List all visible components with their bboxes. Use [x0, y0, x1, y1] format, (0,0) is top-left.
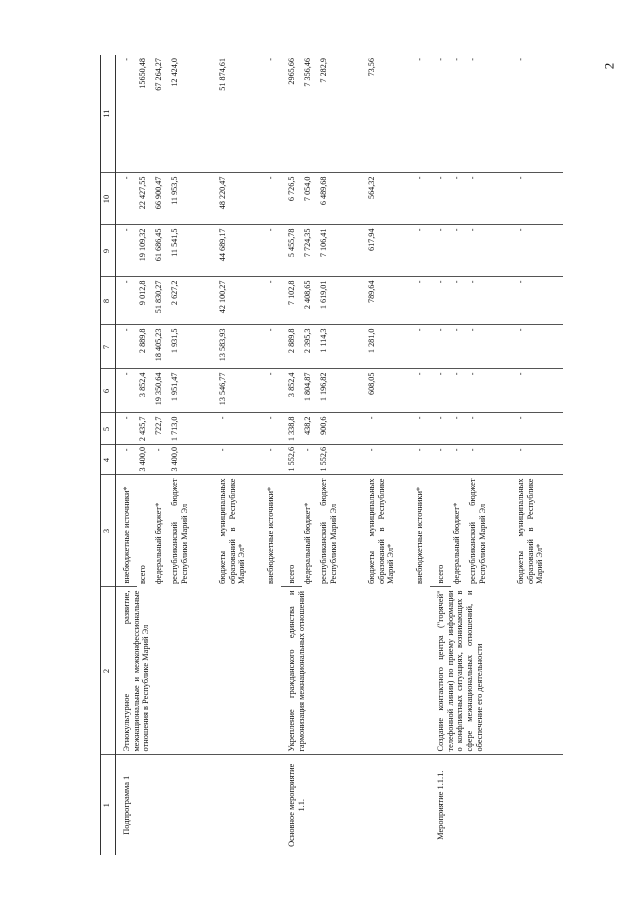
value-cell: -	[414, 225, 430, 277]
header-cell: 6	[101, 369, 116, 413]
value-cell: 2 435,7	[137, 413, 153, 445]
value-cell: -	[515, 413, 563, 445]
value-cell: -	[265, 225, 281, 277]
value-cell: 1 338,8	[281, 413, 302, 445]
value-cell: -	[515, 445, 563, 475]
funding-source: федеральный бюджет*	[303, 502, 312, 584]
value-cell: 7 282,9	[318, 55, 366, 173]
value-cell: -	[451, 277, 467, 325]
value-cell: -	[414, 445, 430, 475]
funding-source: бюджеты муниципальных образований в Республике Марий Эл*	[218, 478, 247, 584]
value-cell: -	[515, 325, 563, 369]
value-cell: -	[467, 325, 515, 369]
value-cell: -	[430, 413, 451, 445]
value-cell: 73,56	[366, 55, 414, 173]
funding-source: всего	[281, 475, 302, 587]
value-cell: -	[265, 55, 281, 173]
value-cell: 1 619,01	[318, 277, 366, 325]
value-cell: -	[467, 369, 515, 413]
value-cell: -	[265, 277, 281, 325]
value-cell: -	[116, 325, 138, 369]
funding-source: бюджеты муниципальных образований в Республике Марий Эл*	[516, 478, 545, 584]
funding-source: всего	[138, 565, 147, 584]
header-cell: 4	[101, 445, 116, 475]
value-cell: -	[467, 225, 515, 277]
group-label: Основное мероприятие 1.1.	[287, 763, 306, 847]
funding-source: внебюджетные источники*	[415, 486, 424, 584]
funding-source: бюджеты муниципальных образований в Республике Марий Эл*	[367, 478, 396, 584]
value-cell: 438,2	[302, 413, 318, 445]
table-body	[116, 55, 564, 855]
value-cell: -	[430, 445, 451, 475]
value-cell: 51 874,61	[217, 55, 265, 173]
value-cell: 18 405,23	[153, 325, 169, 369]
value-cell: 1 281,0	[366, 325, 414, 369]
header-cell: 8	[101, 277, 116, 325]
funding-source: республиканский бюджет Республики Марий Эл	[170, 478, 189, 584]
value-cell: -	[467, 445, 515, 475]
group-title: Этнокультурное развитие, межнациональные и межконфессиональные отношения в Республике Марий Эл	[116, 587, 282, 755]
value-cell: 1 804,87	[302, 369, 318, 413]
value-cell: -	[467, 55, 515, 173]
value-cell: 7 054,0	[302, 173, 318, 225]
value-cell: -	[451, 445, 467, 475]
value-cell: -	[451, 413, 467, 445]
value-cell: 51 830,27	[153, 277, 169, 325]
value-cell: -	[430, 173, 451, 225]
value-cell: -	[451, 173, 467, 225]
value-cell: -	[414, 173, 430, 225]
value-cell: -	[414, 413, 430, 445]
value-cell: 3 852,4	[137, 369, 153, 413]
value-cell: -	[430, 277, 451, 325]
value-cell: -	[116, 277, 138, 325]
header-cell: 3	[101, 475, 116, 587]
value-cell: -	[430, 55, 451, 173]
value-cell: -	[451, 225, 467, 277]
value-cell: -	[366, 413, 414, 445]
value-cell: 1 196,82	[318, 369, 366, 413]
value-cell: -	[153, 445, 169, 475]
group-title: Создание контактного центра ("горячей" телефонной линии) по приему информации о конфликтных ситуациях, возникающих в сфере межнациональных отношений, и обеспечение его деятельности	[430, 587, 563, 755]
value-cell: 44 689,17	[217, 225, 265, 277]
header-cell: 2	[101, 587, 116, 755]
value-cell: 1 114,3	[318, 325, 366, 369]
value-cell: 15650,48	[137, 55, 153, 173]
header-cell: 11	[101, 55, 116, 173]
value-cell: 13 583,93	[217, 325, 265, 369]
value-cell: -	[451, 369, 467, 413]
value-cell: 2 627,2	[169, 277, 217, 325]
group-label: Подпрограмма 1	[122, 775, 131, 835]
header-cell: 1	[101, 755, 116, 855]
funding-source: внебюджетные источники*	[116, 475, 138, 587]
page-number: 2	[601, 62, 617, 70]
value-cell: 2965,66	[281, 55, 302, 173]
value-cell: 2 889,8	[281, 325, 302, 369]
funding-source: федеральный бюджет*	[154, 502, 163, 584]
value-cell: 1 713,0	[169, 413, 217, 445]
value-cell: -	[451, 325, 467, 369]
value-cell: 11 541,5	[169, 225, 217, 277]
value-cell: -	[414, 55, 430, 173]
value-cell: -	[116, 445, 138, 475]
value-cell: 2 889,8	[137, 325, 153, 369]
value-cell: -	[467, 173, 515, 225]
value-cell: -	[116, 369, 138, 413]
value-cell: -	[217, 413, 265, 445]
value-cell: 3 400,0	[137, 445, 153, 475]
value-cell: 7 102,8	[281, 277, 302, 325]
value-cell: 722,7	[153, 413, 169, 445]
value-cell: -	[515, 225, 563, 277]
value-cell: 6 489,68	[318, 173, 366, 225]
value-cell: 2 408,65	[302, 277, 318, 325]
value-cell: -	[265, 413, 281, 445]
value-cell: 19 109,32	[137, 225, 153, 277]
value-cell: -	[430, 225, 451, 277]
value-cell: -	[265, 325, 281, 369]
budget-table	[100, 55, 563, 855]
funding-source: республиканский бюджет Республики Марий Эл	[468, 478, 487, 584]
value-cell: -	[265, 173, 281, 225]
value-cell: 617,94	[366, 225, 414, 277]
value-cell: 9 012,8	[137, 277, 153, 325]
value-cell: -	[515, 55, 563, 173]
value-cell: -	[414, 369, 430, 413]
table-row	[116, 55, 138, 855]
value-cell: -	[265, 369, 281, 413]
value-cell: 5 455,78	[281, 225, 302, 277]
value-cell: 66 900,47	[153, 173, 169, 225]
value-cell: 7 356,46	[302, 55, 318, 173]
value-cell: 7 724,35	[302, 225, 318, 277]
value-cell: -	[116, 413, 138, 445]
group-title: Укрепление гражданского единства и гармонизация межнациональных отношений	[281, 587, 430, 755]
value-cell: 13 546,77	[217, 369, 265, 413]
value-cell: -	[414, 277, 430, 325]
group-label: Мероприятие 1.1.1.	[436, 770, 445, 840]
value-cell: 2 395,3	[302, 325, 318, 369]
value-cell: 900,6	[318, 413, 366, 445]
value-cell: 1 552,6	[318, 445, 366, 475]
value-cell: 1 931,5	[169, 325, 217, 369]
value-cell: 67 264,27	[153, 55, 169, 173]
value-cell: 11 953,5	[169, 173, 217, 225]
header-row	[101, 55, 116, 855]
value-cell: -	[430, 325, 451, 369]
value-cell: -	[515, 277, 563, 325]
value-cell: -	[366, 445, 414, 475]
value-cell: 42 100,27	[217, 277, 265, 325]
value-cell: -	[116, 55, 138, 173]
value-cell: -	[430, 369, 451, 413]
rotated-table-container	[100, 55, 565, 855]
value-cell: 7 106,41	[318, 225, 366, 277]
value-cell: 564,32	[366, 173, 414, 225]
value-cell: 789,64	[366, 277, 414, 325]
value-cell: 6 726,5	[281, 173, 302, 225]
header-cell: 7	[101, 325, 116, 369]
value-cell: -	[515, 369, 563, 413]
value-cell: -	[116, 173, 138, 225]
value-cell: -	[217, 445, 265, 475]
header-cell: 5	[101, 413, 116, 445]
value-cell: 61 686,45	[153, 225, 169, 277]
value-cell: 608,05	[366, 369, 414, 413]
value-cell: -	[451, 55, 467, 173]
value-cell: 3 400,0	[169, 445, 217, 475]
value-cell: 1 951,47	[169, 369, 217, 413]
value-cell: -	[515, 173, 563, 225]
funding-source: республиканский бюджет Республики Марий Эл	[319, 478, 338, 584]
funding-source: внебюджетные источники*	[266, 486, 275, 584]
header-cell: 10	[101, 173, 116, 225]
value-cell: -	[414, 325, 430, 369]
header-cell: 9	[101, 225, 116, 277]
value-cell: 1 552,6	[281, 445, 302, 475]
value-cell: 22 427,55	[137, 173, 153, 225]
table-row	[281, 55, 302, 855]
value-cell: 19 350,64	[153, 369, 169, 413]
value-cell: 3 852,4	[281, 369, 302, 413]
value-cell: 12 424,0	[169, 55, 217, 173]
table-row	[430, 55, 451, 855]
value-cell: -	[265, 445, 281, 475]
value-cell: -	[302, 445, 318, 475]
value-cell: -	[467, 277, 515, 325]
value-cell: -	[467, 413, 515, 445]
value-cell: 48 220,47	[217, 173, 265, 225]
funding-source: всего	[430, 475, 451, 587]
value-cell: -	[116, 225, 138, 277]
funding-source: федеральный бюджет*	[452, 502, 461, 584]
